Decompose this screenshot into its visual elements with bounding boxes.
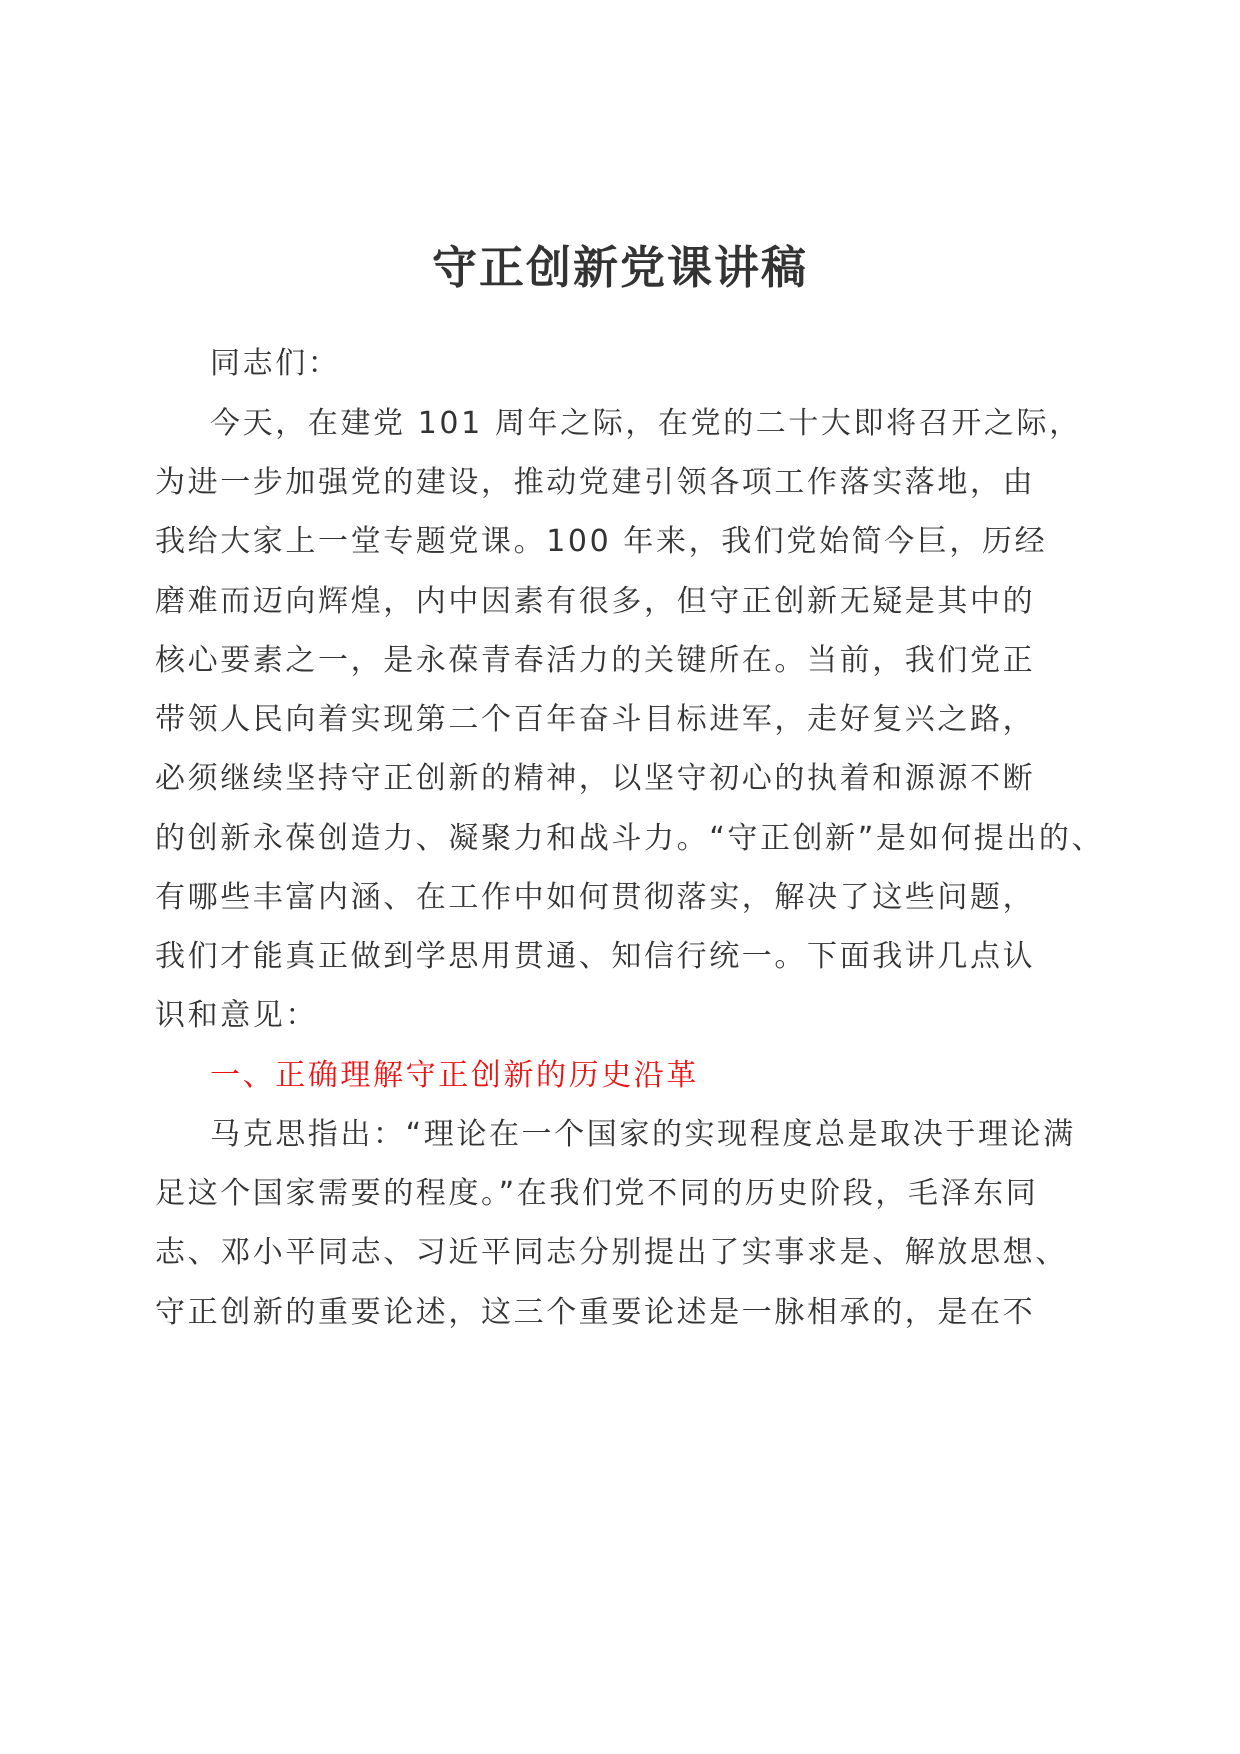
paragraph1-line-1: 今天，在建党 101 周年之际，在党的二十大即将召开之际， <box>210 406 1082 441</box>
paragraph1-line-7: 必须继续坚持守正创新的精神，以坚守初心的执着和源源不断 <box>155 761 1036 796</box>
paragraph2-line-3: 志、邓小平同志、习近平同志分别提出了实事求是、解放思想、 <box>155 1235 1068 1270</box>
paragraph1-line-11: 识和意见： <box>155 998 318 1033</box>
paragraph2-line-4: 守正创新的重要论述，这三个重要论述是一脉相承的，是在不 <box>155 1295 1036 1330</box>
paragraph2-line-1: 马克思指出：“理论在一个国家的实现程度总是取决于理论满 <box>210 1117 1076 1152</box>
paragraph1-line-8: 的创新永葆创造力、凝聚力和战斗力。“守正创新”是如何提出的、 <box>155 821 1105 856</box>
paragraph1-line-9: 有哪些丰富内涵、在工作中如何贯彻落实，解决了这些问题， <box>155 880 1036 915</box>
paragraph1-line-6: 带领人民向着实现第二个百年奋斗目标进军，走好复兴之路， <box>155 702 1036 737</box>
section1-heading: 一、正确理解守正创新的历史沿革 <box>210 1058 699 1093</box>
greeting: 同志们： <box>210 346 341 381</box>
paragraph1-line-10: 我们才能真正做到学思用贯通、知信行统一。下面我讲几点认 <box>155 939 1036 974</box>
document-title: 守正创新党课讲稿 <box>431 241 808 294</box>
paragraph1-line-2: 为进一步加强党的建设，推动党建引领各项工作落实落地，由 <box>155 465 1036 500</box>
paragraph1-line-3: 我给大家上一堂专题党课。100 年来，我们党始简今巨，历经 <box>155 524 1048 559</box>
paragraph2-line-2: 足这个国家需要的程度。”在我们党不同的历史阶段，毛泽东同 <box>155 1176 1039 1211</box>
paragraph1-line-5: 核心要素之一，是永葆青春活力的关键所在。当前，我们党正 <box>155 643 1036 678</box>
paragraph1-line-4: 磨难而迈向辉煌，内中因素有很多，但守正创新无疑是其中的 <box>155 584 1036 619</box>
